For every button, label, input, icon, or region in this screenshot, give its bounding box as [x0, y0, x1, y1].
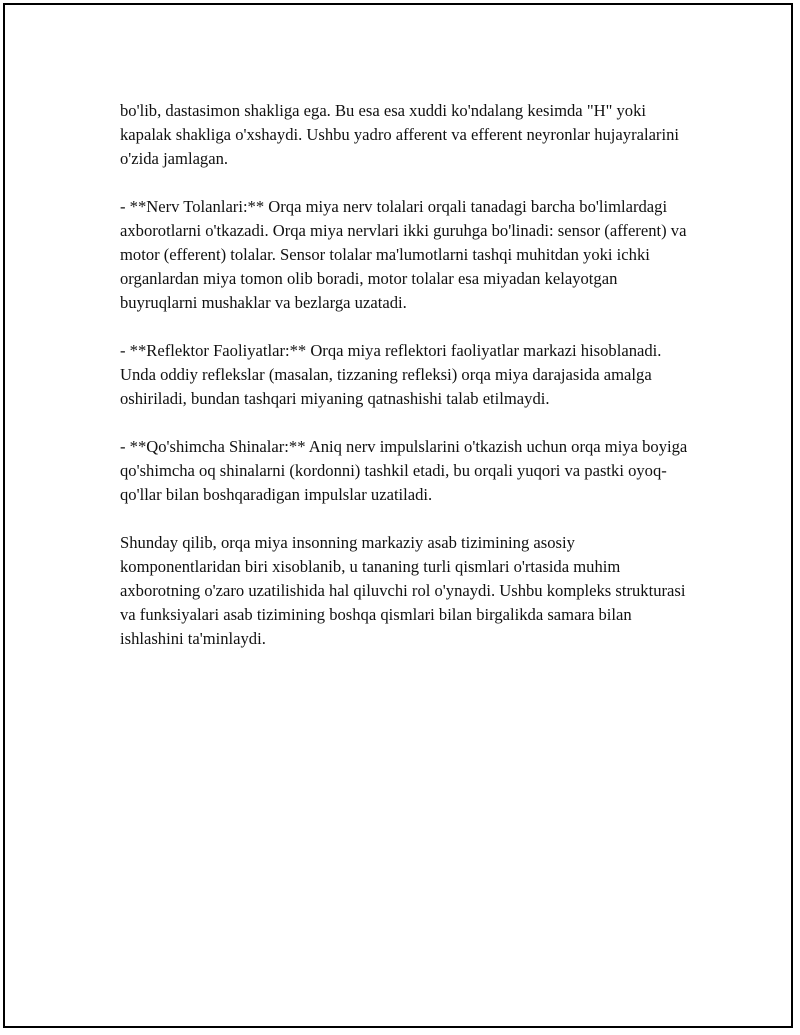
paragraph-additional-tracts: - **Qo'shimcha Shinalar:** Aniq nerv impulslarini o'tkazish uchun orqa miya boyiga qo'shimcha oq shinalarni (kordonni) tashkil etadi, bu orqali yuqori va pastki oyoq-qo'llar bilan boshqaradigan impulslar uzatiladi.	[120, 437, 688, 504]
document-page	[3, 3, 793, 1028]
paragraph-conclusion: Shunday qilib, orqa miya insonning markaziy asab tizimining asosiy komponentlaridan biri xisoblanib, u tananing turli qismlari o'rtasida muhim axborotning o'zaro uzatilishida hal qiluvchi rol o'ynaydi. Ushbu kompleks strukturasi va funksiyalari asab tizimining boshqa qismlari bilan birgalikda samara bilan ishlashini ta'minlaydi.	[120, 533, 686, 648]
document-body	[120, 99, 690, 675]
paragraph-reflex-activity: - **Reflektor Faoliyatlar:** Orqa miya reflektori faoliyatlar markazi hisoblanadi. Unda oddiy reflekslar (masalan, tizzaning refleksi) orqa miya darajasida amalga oshiriladi, bundan tashqari miyaning qatnashishi talab etilmaydi.	[120, 341, 662, 408]
paragraph-nerve-fibers: - **Nerv Tolanlari:** Orqa miya nerv tolalari orqali tanadagi barcha bo'limlardagi axborotlarni o'tkazadi. Orqa miya nervlari ikki guruhga bo'linadi: sensor (afferent) va motor (efferent) tolalar. Sensor tolalar ma'lumotlarni tashqi muhitdan yoki ichki organlardan miya tomon olib boradi, motor tolalar esa miyadan kelayotgan buyruqlarni mushaklar va bezlarga uzatadi.	[120, 197, 687, 312]
paragraph-grey-matter: bo'lib, dastasimon shakliga ega. Bu esa esa xuddi ko'ndalang kesimda "H" yoki kapalak shakliga o'xshaydi. Ushbu yadro afferent va efferent neyronlar hujayralarini o'zida jamlagan.	[120, 101, 679, 168]
